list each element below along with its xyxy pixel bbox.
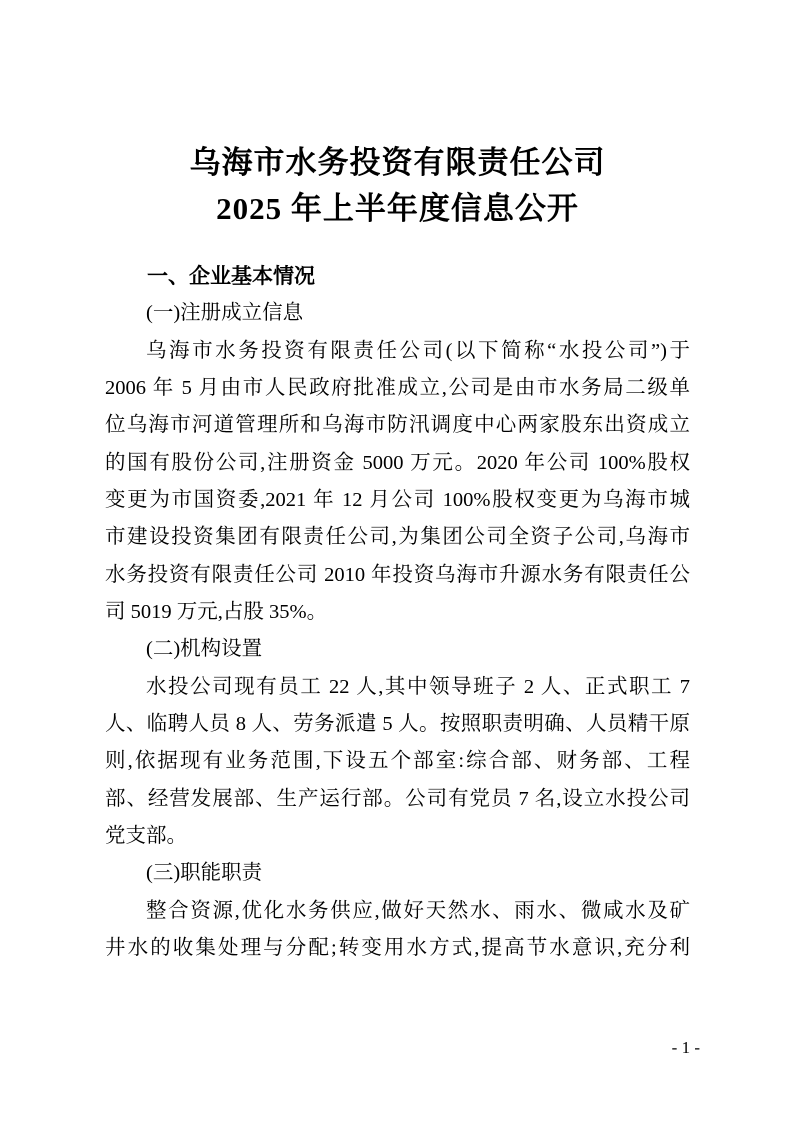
body-text-line: 变更为市国资委,2021 年 12 月公司 100%股权变更为乌海市城: [105, 488, 690, 511]
body-text-line: 的国有股份公司,注册资金 5000 万元。2020 年公司 100%股权: [105, 451, 690, 474]
document-title: [105, 140, 690, 232]
body-text-line: 司 5019 万元,占股 35%。: [105, 600, 328, 623]
body-text-line: 2006 年 5 月由市人民政府批准成立,公司是由市水务局二级单: [105, 376, 690, 399]
body-text-line: 乌海市水务投资有限责任公司(以下简称“水投公司”)于: [146, 339, 690, 362]
body-text-line: 党支部。: [105, 824, 187, 847]
body-text-line: 则,依据现有业务范围,下设五个部室:综合部、财务部、工程: [105, 750, 690, 773]
body-text-line: 整合资源,优化水务供应,做好天然水、雨水、微咸水及矿: [146, 899, 690, 922]
body-text-line: 水务投资有限责任公司 2010 年投资乌海市升源水务有限责任公: [105, 563, 690, 586]
body-text-line: 水投公司现有员工 22 人,其中领导班子 2 人、正式职工 7: [146, 675, 690, 698]
subsection-heading: (三)职能职责: [146, 862, 263, 885]
body-text-line: 市建设投资集团有限责任公司,为集团公司全资子公司,乌海市: [105, 526, 690, 549]
document-title-line2: 2025 年上半年度信息公开: [216, 191, 579, 226]
document-title-line1: 乌海市水务投资有限责任公司: [189, 145, 606, 180]
document-body: [105, 258, 690, 967]
body-text-line: 位乌海市河道管理所和乌海市防汛调度中心两家股东出资成立: [105, 414, 690, 437]
body-text-line: 井水的收集处理与分配;转变用水方式,提高节水意识,充分利: [105, 936, 690, 959]
subsection-heading: (二)机构设置: [146, 638, 263, 661]
page-number: - 1 -: [671, 1038, 700, 1057]
section-heading: 一、企业基本情况: [147, 265, 315, 288]
subsection-heading: (一)注册成立信息: [146, 302, 304, 325]
body-text-line: 人、临聘人员 8 人、劳务派遣 5 人。按照职责明确、人员精干原: [105, 712, 690, 735]
body-text-line: 部、经营发展部、生产运行部。公司有党员 7 名,设立水投公司: [105, 787, 690, 810]
